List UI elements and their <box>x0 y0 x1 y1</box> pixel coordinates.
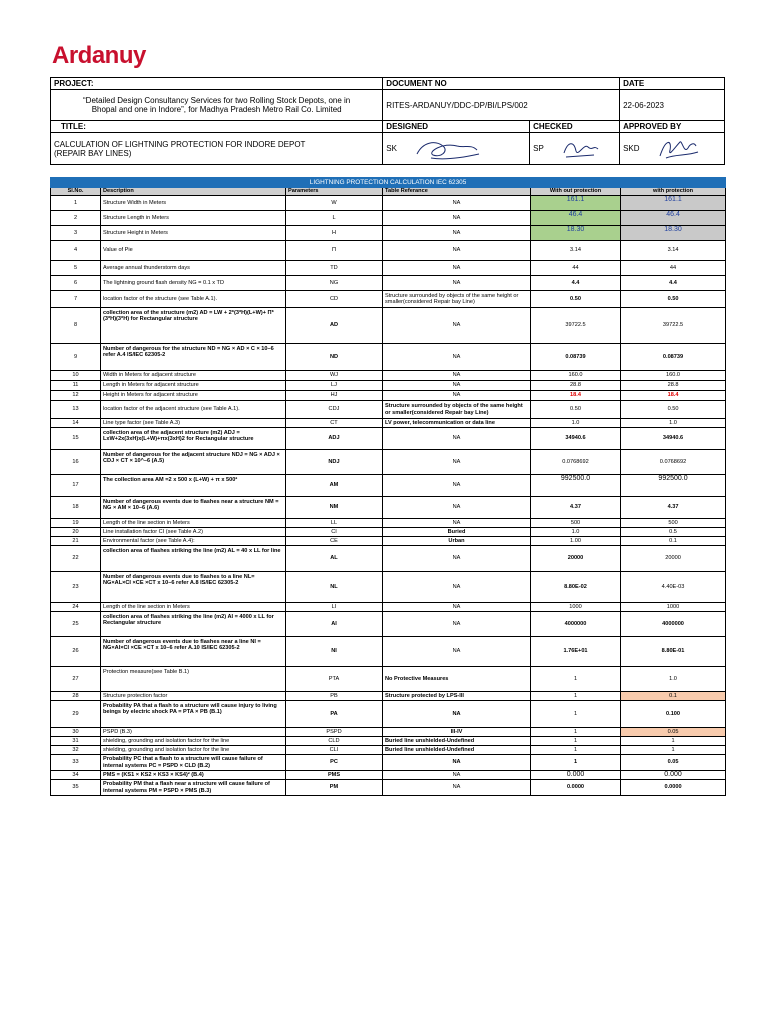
row-value-without-protection: 500 <box>531 519 621 528</box>
row-parameter: PSPD <box>286 728 383 737</box>
row-number: 35 <box>51 780 101 796</box>
title-line-2: (REPAIR BAY LINES) <box>54 148 132 158</box>
row-description: Line installation factor CI (see Table A.2) <box>101 528 286 537</box>
row-parameter: LJ <box>286 381 383 391</box>
company-logo: Ardanuy <box>52 42 146 69</box>
row-value-with-protection: 0.0768692 <box>621 450 726 475</box>
row-value-without-protection: 1.00 <box>531 537 621 546</box>
project-description <box>51 90 383 121</box>
row-parameter: CLD <box>286 737 383 746</box>
row-number: 10 <box>51 371 101 381</box>
row-value-without-protection: 0.50 <box>531 291 621 308</box>
row-description: shielding, grounding and isolation factor for the line <box>101 737 286 746</box>
row-table-reference: NA <box>383 276 531 291</box>
row-value-with-protection: 0.05 <box>621 755 726 771</box>
row-number: 2 <box>51 211 101 226</box>
row-value-with-protection: 0.05 <box>621 728 726 737</box>
row-parameter: PC <box>286 755 383 771</box>
table-row <box>51 497 726 519</box>
approved-initials: SKD <box>623 143 640 153</box>
row-parameter: NL <box>286 572 383 603</box>
row-value-without-protection: 44 <box>531 261 621 276</box>
row-value-without-protection: 1 <box>531 692 621 701</box>
row-parameter: TD <box>286 261 383 276</box>
approved-label: APPROVED BY <box>620 121 725 133</box>
row-description: Probability PM that a flash near a structure will cause failure of internal systems PM = PSPD × PMS (B.3) <box>101 780 286 796</box>
row-number: 4 <box>51 241 101 261</box>
table-row <box>51 428 726 450</box>
row-description: Width in Meters for adjacent structure <box>101 371 286 381</box>
row-number: 31 <box>51 737 101 746</box>
row-value-without-protection: 1 <box>531 737 621 746</box>
table-row <box>51 528 726 537</box>
row-description: The collection area AM =2 x 500 x (L+W) + π x 500² <box>101 475 286 497</box>
row-parameter: ND <box>286 344 383 371</box>
row-value-without-protection: 39722.5 <box>531 308 621 344</box>
row-value-with-protection: 1.0 <box>621 667 726 692</box>
col-table-reference: Table Referance <box>383 188 531 196</box>
row-number: 24 <box>51 603 101 612</box>
row-parameter: W <box>286 196 383 211</box>
date-label: DATE <box>620 78 725 90</box>
row-table-reference: Structure surrounded by objects of the same height or smaller(considered Repair bay Line) <box>383 291 531 308</box>
row-table-reference: NA <box>383 261 531 276</box>
designed-label: DESIGNED <box>383 121 530 133</box>
table-row <box>51 211 726 226</box>
row-parameter: AL <box>286 546 383 572</box>
table-row <box>51 572 726 603</box>
row-value-with-protection: 1.0 <box>621 419 726 428</box>
row-table-reference: NA <box>383 637 531 667</box>
row-description: Length of the line section in Meters <box>101 519 286 528</box>
row-value-with-protection: 160.0 <box>621 371 726 381</box>
row-value-with-protection: 4.40E-03 <box>621 572 726 603</box>
row-value-without-protection: 8.80E-02 <box>531 572 621 603</box>
row-value-without-protection: 18.4 <box>531 391 621 401</box>
row-description: Number of dangerous for the adjacent structure NDJ = NG × ADJ × CDJ × CT × 10^–6 (A.5) <box>101 450 286 475</box>
row-table-reference: NA <box>383 391 531 401</box>
row-description: collection area of flashes striking the line (m2) AL = 40 x LL for line <box>101 546 286 572</box>
row-description: Number of dangerous events due to flashes near a structure NM = NG × AM × 10–6 (A.6) <box>101 497 286 519</box>
row-table-reference: NA <box>383 450 531 475</box>
row-number: 28 <box>51 692 101 701</box>
row-table-reference: NA <box>383 701 531 728</box>
column-header-row <box>51 188 726 196</box>
table-row <box>51 419 726 428</box>
row-table-reference: No Protective Measures <box>383 667 531 692</box>
row-number: 17 <box>51 475 101 497</box>
row-value-with-protection: 4.37 <box>621 497 726 519</box>
project-label: PROJECT: <box>51 78 383 90</box>
row-table-reference: Buried line unshielded-Undefined <box>383 737 531 746</box>
row-value-with-protection: 1 <box>621 737 726 746</box>
row-value-without-protection: 1 <box>531 728 621 737</box>
row-table-reference: NA <box>383 381 531 391</box>
row-value-without-protection: 34940.6 <box>531 428 621 450</box>
row-value-with-protection: 18.4 <box>621 391 726 401</box>
row-value-with-protection: 39722.5 <box>621 308 726 344</box>
row-value-without-protection: 0.0768692 <box>531 450 621 475</box>
row-value-with-protection: 0.5 <box>621 528 726 537</box>
row-value-without-protection: 20000 <box>531 546 621 572</box>
row-description: location factor of the structure (see Table A.1). <box>101 291 286 308</box>
row-parameter: PTA <box>286 667 383 692</box>
table-row <box>51 519 726 528</box>
table-row <box>51 755 726 771</box>
row-parameter: AD <box>286 308 383 344</box>
row-description: shielding, grounding and isolation factor for the line <box>101 746 286 755</box>
row-parameter: NI <box>286 637 383 667</box>
row-description: Value of Pie <box>101 241 286 261</box>
row-value-with-protection: 0.0000 <box>621 780 726 796</box>
row-table-reference: NA <box>383 497 531 519</box>
col-description: Description <box>101 188 286 196</box>
row-table-reference: NA <box>383 211 531 226</box>
row-table-reference: III-IV <box>383 728 531 737</box>
table-title-row <box>51 178 726 188</box>
row-table-reference: NA <box>383 612 531 637</box>
row-value-without-protection: 4.4 <box>531 276 621 291</box>
row-parameter: AI <box>286 612 383 637</box>
row-description: Number of dangerous events due to flashes to a line NL= NG×AL×CI ×CE ×CT x 10–6 refer A.8 IS/IEC 62305-2 <box>101 572 286 603</box>
row-description: Structure Height in Meters <box>101 226 286 241</box>
row-number: 7 <box>51 291 101 308</box>
row-description: collection area of the structure (m2) AD = LW + 2*(3*H)(L+W)+ Π*(3*H)(3*H) for Rectangular structure <box>101 308 286 344</box>
row-number: 18 <box>51 497 101 519</box>
row-parameter: HJ <box>286 391 383 401</box>
row-number: 9 <box>51 344 101 371</box>
row-value-without-protection: 160.0 <box>531 371 621 381</box>
row-parameter: Π <box>286 241 383 261</box>
row-description: Number of dangerous events due to flashes near a line NI = NG×AI×CI ×CE ×CT x 10–6 refer A.10 IS/IEC 62305-2 <box>101 637 286 667</box>
row-table-reference: Buried <box>383 528 531 537</box>
row-table-reference: NA <box>383 226 531 241</box>
table-row <box>51 771 726 780</box>
row-value-without-protection: 0.000 <box>531 771 621 780</box>
table-row <box>51 537 726 546</box>
approver-signature-icon <box>656 136 700 162</box>
row-number: 26 <box>51 637 101 667</box>
table-row <box>51 728 726 737</box>
row-value-with-protection: 1000 <box>621 603 726 612</box>
row-value-without-protection: 4000000 <box>531 612 621 637</box>
row-parameter: L <box>286 211 383 226</box>
table-row <box>51 261 726 276</box>
row-table-reference: NA <box>383 428 531 450</box>
document-header <box>50 77 725 165</box>
table-row <box>51 746 726 755</box>
row-description: Protection measure(see Table B.1) <box>101 667 286 692</box>
row-table-reference: NA <box>383 475 531 497</box>
title-label: TITLE: <box>51 121 383 133</box>
row-number: 1 <box>51 196 101 211</box>
row-number: 34 <box>51 771 101 780</box>
row-parameter: NG <box>286 276 383 291</box>
row-description: Structure protection factor <box>101 692 286 701</box>
row-description: Structure Width in Meters <box>101 196 286 211</box>
row-value-with-protection: 20000 <box>621 546 726 572</box>
row-description: Height in Meters for adjacent structure <box>101 391 286 401</box>
row-value-without-protection: 0.0000 <box>531 780 621 796</box>
table-row <box>51 701 726 728</box>
row-value-without-protection: 1.0 <box>531 528 621 537</box>
designed-cell <box>383 133 530 165</box>
table-row <box>51 381 726 391</box>
table-row <box>51 276 726 291</box>
row-description: Line type factor (see Table A.3) <box>101 419 286 428</box>
row-table-reference: NA <box>383 603 531 612</box>
row-value-without-protection: 28.8 <box>531 381 621 391</box>
row-value-with-protection: 1 <box>621 746 726 755</box>
doc-no-label: DOCUMENT NO <box>383 78 620 90</box>
table-row <box>51 692 726 701</box>
row-value-with-protection: 44 <box>621 261 726 276</box>
row-value-without-protection: 1 <box>531 701 621 728</box>
table-row <box>51 603 726 612</box>
row-number: 14 <box>51 419 101 428</box>
row-number: 12 <box>51 391 101 401</box>
row-description: Structure Length in Meters <box>101 211 286 226</box>
checker-signature-icon <box>560 137 600 161</box>
row-description: collection area of flashes striking the line (m2) AI = 4000 x LL for Rectangular structure <box>101 612 286 637</box>
row-parameter: PB <box>286 692 383 701</box>
row-number: 15 <box>51 428 101 450</box>
row-value-with-protection: 46.4 <box>621 211 726 226</box>
row-number: 20 <box>51 528 101 537</box>
table-row <box>51 308 726 344</box>
row-parameter: WJ <box>286 371 383 381</box>
row-value-without-protection: 0.08739 <box>531 344 621 371</box>
row-description: PSPD (B.3) <box>101 728 286 737</box>
row-description: location factor of the adjacent structure (see Table A.1). <box>101 401 286 419</box>
row-number: 19 <box>51 519 101 528</box>
row-table-reference: NA <box>383 241 531 261</box>
table-row <box>51 637 726 667</box>
row-value-with-protection: 8.80E-01 <box>621 637 726 667</box>
row-parameter: PM <box>286 780 383 796</box>
row-parameter: PA <box>286 701 383 728</box>
table-title: LIGHTNING PROTECTION CALCULATION IEC 62305 <box>51 178 726 188</box>
checked-cell <box>530 133 620 165</box>
approved-cell <box>620 133 725 165</box>
checked-label: CHECKED <box>530 121 620 133</box>
row-number: 13 <box>51 401 101 419</box>
row-value-without-protection: 1 <box>531 746 621 755</box>
row-parameter: LL <box>286 519 383 528</box>
col-without-protection: With out protection <box>531 188 621 196</box>
row-value-with-protection: 3.14 <box>621 241 726 261</box>
row-description: The lightning ground flash density NG = 0.1 x TD <box>101 276 286 291</box>
designer-signature-icon <box>413 136 483 162</box>
table-row <box>51 401 726 419</box>
row-value-with-protection: 500 <box>621 519 726 528</box>
row-number: 23 <box>51 572 101 603</box>
document-date: 22-06-2023 <box>620 90 725 121</box>
row-parameter: NM <box>286 497 383 519</box>
row-value-without-protection: 992500.0 <box>531 475 621 497</box>
checked-initials: SP <box>533 143 544 153</box>
row-description: Environmental factor (see Table A.4): <box>101 537 286 546</box>
row-value-with-protection: 28.8 <box>621 381 726 391</box>
designed-initials: SK <box>386 143 397 153</box>
table-row <box>51 226 726 241</box>
row-number: 11 <box>51 381 101 391</box>
row-number: 27 <box>51 667 101 692</box>
project-line-2: Bhopal and one in Indore”, for Madhya Pradesh Metro Rail Co. Limited <box>91 105 342 114</box>
row-parameter: CE <box>286 537 383 546</box>
row-table-reference: Urban <box>383 537 531 546</box>
row-value-with-protection: 0.100 <box>621 701 726 728</box>
row-value-without-protection: 4.37 <box>531 497 621 519</box>
row-value-with-protection: 18.30 <box>621 226 726 241</box>
row-number: 30 <box>51 728 101 737</box>
row-parameter: CI <box>286 528 383 537</box>
table-row <box>51 241 726 261</box>
row-number: 29 <box>51 701 101 728</box>
row-table-reference: LV power, telecommunication or data line <box>383 419 531 428</box>
row-table-reference: NA <box>383 780 531 796</box>
row-value-without-protection: 3.14 <box>531 241 621 261</box>
row-parameter: CLI <box>286 746 383 755</box>
row-value-with-protection: 0.000 <box>621 771 726 780</box>
row-value-with-protection: 0.1 <box>621 692 726 701</box>
row-number: 6 <box>51 276 101 291</box>
table-row <box>51 291 726 308</box>
table-row <box>51 737 726 746</box>
row-table-reference: NA <box>383 344 531 371</box>
row-parameter: AM <box>286 475 383 497</box>
row-description: Length of the line section in Meters <box>101 603 286 612</box>
table-row <box>51 780 726 796</box>
document-number: RITES-ARDANUY/DDC-DP/BI/LPS/002 <box>383 90 620 121</box>
row-value-without-protection: 1 <box>531 755 621 771</box>
row-value-with-protection: 0.50 <box>621 291 726 308</box>
row-value-with-protection: 0.08739 <box>621 344 726 371</box>
table-row <box>51 546 726 572</box>
table-row <box>51 450 726 475</box>
row-value-without-protection: 0.50 <box>531 401 621 419</box>
table-row <box>51 667 726 692</box>
row-description: PMS = (KS1 × KS2 × KS3 × KS4)² (B.4) <box>101 771 286 780</box>
table-row <box>51 344 726 371</box>
col-sl-no: Sl.No. <box>51 188 101 196</box>
row-table-reference: NA <box>383 755 531 771</box>
table-row <box>51 391 726 401</box>
row-parameter: H <box>286 226 383 241</box>
table-row <box>51 371 726 381</box>
row-number: 33 <box>51 755 101 771</box>
row-table-reference: NA <box>383 519 531 528</box>
row-value-without-protection: 18.30 <box>531 226 621 241</box>
row-table-reference: NA <box>383 572 531 603</box>
row-number: 5 <box>51 261 101 276</box>
project-line-1: “Detailed Design Consultancy Services for two Rolling Stock Depots, one in <box>83 96 351 105</box>
row-value-with-protection: 0.50 <box>621 401 726 419</box>
table-row <box>51 475 726 497</box>
row-table-reference: NA <box>383 308 531 344</box>
row-description: collection area of the adjacent structure (m2) ADJ = LxW+2x(3xH)x(L+W)+πx(3xH)2 for Rectangular structure <box>101 428 286 450</box>
row-description: Probability PA that a flash to a structure will cause injury to living beings by electric shock PA = PTA × PB (B.1) <box>101 701 286 728</box>
row-description: Number of dangerous for the structure ND = NG × AD × C × 10–6 refer A.4 IS/IEC 62305-2 <box>101 344 286 371</box>
row-number: 32 <box>51 746 101 755</box>
table-row <box>51 196 726 211</box>
row-value-with-protection: 4.4 <box>621 276 726 291</box>
row-value-without-protection: 46.4 <box>531 211 621 226</box>
row-value-without-protection: 1.76E+01 <box>531 637 621 667</box>
title-line-1: CALCULATION OF LIGHTNING PROTECTION FOR INDORE DEPOT <box>54 139 306 149</box>
row-value-without-protection: 1.0 <box>531 419 621 428</box>
document-title <box>51 133 383 165</box>
row-table-reference: NA <box>383 196 531 211</box>
row-table-reference: Structure protected by LPS-III <box>383 692 531 701</box>
row-number: 16 <box>51 450 101 475</box>
row-value-with-protection: 4000000 <box>621 612 726 637</box>
col-with-protection: with protection <box>621 188 726 196</box>
row-number: 22 <box>51 546 101 572</box>
row-parameter: LI <box>286 603 383 612</box>
col-parameters: Parameters <box>286 188 383 196</box>
row-table-reference: Structure surrounded by objects of the same height or smaller(considered Repair bay Line) <box>383 401 531 419</box>
row-table-reference: NA <box>383 371 531 381</box>
row-value-with-protection: 992500.0 <box>621 475 726 497</box>
row-value-with-protection: 161.1 <box>621 196 726 211</box>
row-number: 3 <box>51 226 101 241</box>
row-parameter: CDJ <box>286 401 383 419</box>
row-value-without-protection: 161.1 <box>531 196 621 211</box>
row-parameter: PMS <box>286 771 383 780</box>
row-parameter: CD <box>286 291 383 308</box>
row-description: Length in Meters for adjacent structure <box>101 381 286 391</box>
row-table-reference: NA <box>383 771 531 780</box>
row-value-with-protection: 0.1 <box>621 537 726 546</box>
row-parameter: ADJ <box>286 428 383 450</box>
row-parameter: CT <box>286 419 383 428</box>
row-description: Probability PC that a flash to a structure will cause failure of internal systems PC = PSPD × CLD (B.2) <box>101 755 286 771</box>
calculation-table <box>50 177 726 796</box>
row-parameter: NDJ <box>286 450 383 475</box>
table-row <box>51 612 726 637</box>
row-description: Average annual thunderstorm days <box>101 261 286 276</box>
row-number: 25 <box>51 612 101 637</box>
row-value-without-protection: 1000 <box>531 603 621 612</box>
row-value-with-protection: 34940.6 <box>621 428 726 450</box>
row-value-without-protection: 1 <box>531 667 621 692</box>
row-table-reference: NA <box>383 546 531 572</box>
row-number: 8 <box>51 308 101 344</box>
row-number: 21 <box>51 537 101 546</box>
row-table-reference: Buried line unshielded-Undefined <box>383 746 531 755</box>
